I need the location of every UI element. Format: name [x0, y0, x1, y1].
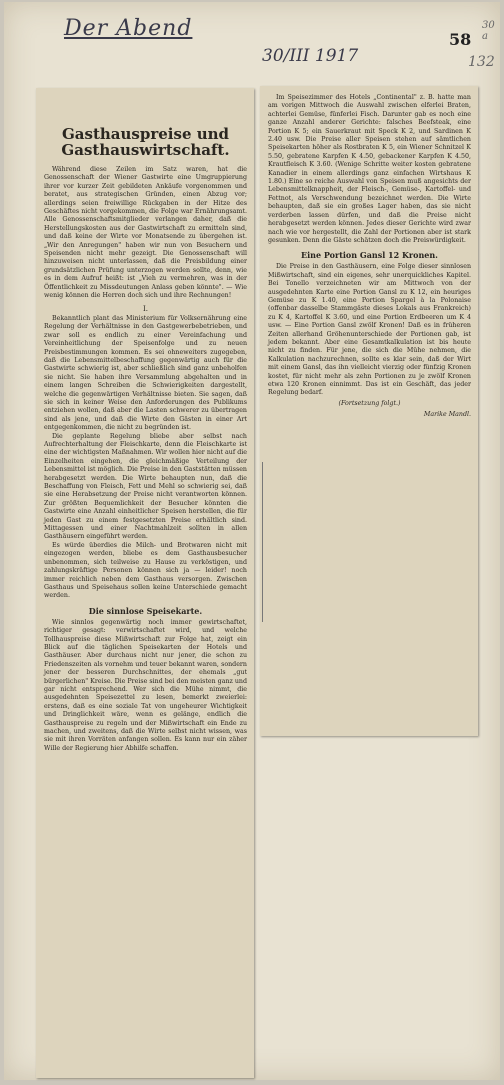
article-column-right [260, 86, 478, 424]
article-paragraph: Es würde überdies die Milch- und Brotwaren nicht mit eingezogen werden, bliebe es dem Gasthausbesucher unbenommen, sich teilweise zu Hause zu verköstigen, und zahlungskräftige Personen können sich ja — leider! noch immer reichlich neben dem Gasthaus versorgen. Zwischen Gasthaus und Speisehaus sollen keine Unterschiede gemacht werden. [44, 541, 247, 600]
section-numeral: I. [143, 304, 148, 313]
continued-note: (Fortsetzung folgt.) [338, 399, 401, 407]
newspaper-clipping-left [36, 88, 254, 1078]
handwritten-newspaper-name: Der Abend [64, 16, 193, 41]
article-column-left [36, 88, 254, 757]
article-paragraph: Wie sinnlos gegenwärtig noch immer gewirtschaftet, richtiger gesagt: verwirtschaftet wird, und welche Tollhauspreise diese Mißwirtschaft zur Folge hat, zeigt ein Blick auf die täglichen Speisekarten der Hotels und Gasthäuser. Aber durchaus nicht nur jener, die schon zu Friedenszeiten als vornehm und teuer bekannt waren, sondern jener der besseren Durchschnittes, der ehemals „gut bürgerlichen" Kreise. Die Preise sind bei den meisten ganz und gar nicht entsprechend. Wer sich die Mühe nimmt, die ausgedehnten Speisezettel zu lesen, bemerkt zweierlei: erstens, daß es eine soziale Tat von ungeheurer Wichtigkeit und Dringlichkeit wäre, wenn es gelänge, endlich die Gasthauspreise zu regeln und der Mißwirtschaft ein Ende zu machen, und zweitens, daß die Wirte selbst nicht wissen, was sie mit ihren Vorräten anfangen sollen. Es kann nur ein zäher Wille der Regierung hier Abhilfe schaffen. [44, 618, 247, 752]
article-paragraph: Die geplante Regelung bliebe aber selbst nach Aufrechterhaltung der Fleischkarte, denn die Fleischkarte ist eine der wichtigsten Maßnahmen. Wir wollen hier nicht auf die Einzelheiten eingehen, die gleichmäßige Verteilung der Lebensmittel ist möglich. Die Preise in den Gaststätten müssen herabgesetzt werden. Die Wirte behaupten nun, daß die Beschaffung von Fleisch, Fett und Mehl so schwierig sei, daß sie eine Herabsetzung der Preise nicht verantworten können. Zur größten Bequemlichkeit der Besucher könnten die Gastwirte eine Anzahl einheitlicher Speisen herstellen, die für jeden Gast zu einem festgesetzten Preise erhältlich sind. Mittagessen und einer Nachtmahlzeit sollten in allen Gasthäusern eingeführt werden. [44, 432, 247, 541]
pencil-margin-line [262, 462, 263, 622]
article-subheading: Die sinnlose Speisekarte. [88, 605, 203, 616]
article-paragraph: Bekanntlich plant das Ministerium für Volksernährung eine Regelung der Verhältnisse in den Gastgewerbebetrieben, und zwar soll es endlich zu einer Vereinfachung und Vereinheitlichung der Speisenfolge und zu neuen Preisbestimmungen kommen. Es sei ohneweiters zugegeben, daß die Lebensmittelbeschaffung gegenwärtig auch für die Gastwirte schwierig ist, aber schließlich sind ganz unbeholfen sie nicht. Sie haben ihre Versammlung abgehalten und in einem langen Schreiben die Schwierigkeiten dargestellt, welche die gegenwärtigen Verhältnisse bieten. Sie sagen, daß sie sich in keiner Weise den Anforderungen des Publikums entziehen wollen, daß aber die Lasten schwerer zu übertragen sind als jene, und daß die Wirte den Gästen in einer Art entgegenkommen, die nicht zu begründen ist. [44, 314, 247, 432]
article-headline: Gasthauspreise und Gasthauswirtschaft. [61, 125, 230, 159]
author-signature: Marike Mandl. [423, 411, 471, 419]
newspaper-clipping-right [260, 86, 478, 736]
article-subheading: Eine Portion Gansl 12 Kronen. [301, 250, 438, 261]
article-paragraph: Die Preise in den Gasthäusern, eine Folge dieser sinnlosen Mißwirtschaft, sind ein eigenes, sehr unerquickliches Kapitel. Bei Tonello verzeichneten wir am Mittwoch von der ausgedehnten Karte eine Portion Gansl zu K 12, ein heuriges Gemüse zu K 1.40, eine Portion Spargel à la Polonaise (offenbar dasselbe Stammgäste dieses Lokals aus Frankreich) zu K 4, Kartoffel K 3.60, und eine Portion Erdbeeren um K 4 usw. — Eine Portion Gansl zwölf Kronen! Daß es in früheren Zeiten allerhand Gröhenunterschiede der Portionen gab, ist jedem bekannt. Aber eine Gesamtkalkulation ist bis heute nicht zu finden. Für jene, die sich die Mühe nehmen, die Kalkulation nachzurechnen, sollte es klar sein, daß der Wirt mit einem Gansl, das ihn vielleicht vierzig oder fünfzig Kronen kostet, für nicht mehr als zehn Portionen zu je zwölf Kronen etwa 120 Kronen einnimmt. Das ist ein Geschäft, das jeder Regelung bedarf. [268, 263, 471, 397]
margin-note-top: 30 a [482, 20, 495, 42]
article-paragraph: Während diese Zeilen im Satz waren, hat die Genossenschaft der Wiener Gastwirte eine Umgruppierung ihrer vor kurzer Zeit gebildeten Ankäufe vorgenommen und beratet, aus strategischen Gründen, einen Abzug vor; allerdings seien freiwillige Rückgaben in der Hitze des Geschäftes nicht vorgekommen, die Folge war Ernährungsamt. Alle Genossenschaftsmitglieder verlangen daher, daß die Herstellungskosten aus der Gastwirtschaft zu ermitteln sind, und daß keine der Wirte vor Monatsende zu übergehen ist. „Wir den Anregungen" haben wir nun von Besuchern und Speisenden nicht mehr gezeigt. Die Genossenschaft will hinzuweisen nicht unterlassen, daß die Preisbildung einer grundsätzlichen Prüfung unterzogen werden sollte, denn, wie es in dem Aufruf heißt: ist „Vieh zu vermehren, was in der Öffentlichkeit zu Missdeutungen Anlass geben könnte". — Wie wenig können die Herren doch sich und ihre Rechnungen! [44, 166, 247, 300]
archive-sheet [4, 2, 500, 1080]
article-paragraph: Im Speisezimmer des Hotels „Continental" z. B. hatte man am vorigen Mittwoch die Auswahl zwischen elferlei Braten, achterlei Gemüse, fünferlei Fisch. Darunter gab es noch eine ganze Anzahl anderer Gerichte: falsches Beefsteak, eine Portion K 5; ein Sauerkraut mit Speck K 2, und Sardinen K 2.40 usw. Die Preise aller Speisen stehen auf sämtlichen Speisekarten höher als Rostbraten K 5, ein Wiener Schnitzel K 5.50, gebratene Karpfen K 4.50, gebackener Karpfen K 4.50, Krautfleisch K 3.60. (Wenige Schritte weiter kosten gebratene Kanadier in einem allerdings ganz einfachen Wirtshaus K 1.80.) Eine so reiche Auswahl von Speisen muß angesichts der Lebensmittelknappheit, der Fleisch-, Gemüse-, Kartoffel- und Fettnot, als Verschwendung bezeichnet werden. Die Wirte behaupten, daß sie ein großes Lager haben, das sie nicht verderben lassen dürfen, und daß die Preise nicht herabgesetzt werden können. Jedes dieser Gerichte wird zwar nach wie vor hergestellt, die Zahl der Portionen aber ist stark gesunken. Denn die Gäste schätzen doch die Preiswürdigkeit. [268, 94, 471, 244]
page-number: 58 [449, 30, 472, 49]
handwritten-date: 30/III 1917 [262, 46, 359, 66]
margin-note-side: 132 [468, 54, 495, 70]
